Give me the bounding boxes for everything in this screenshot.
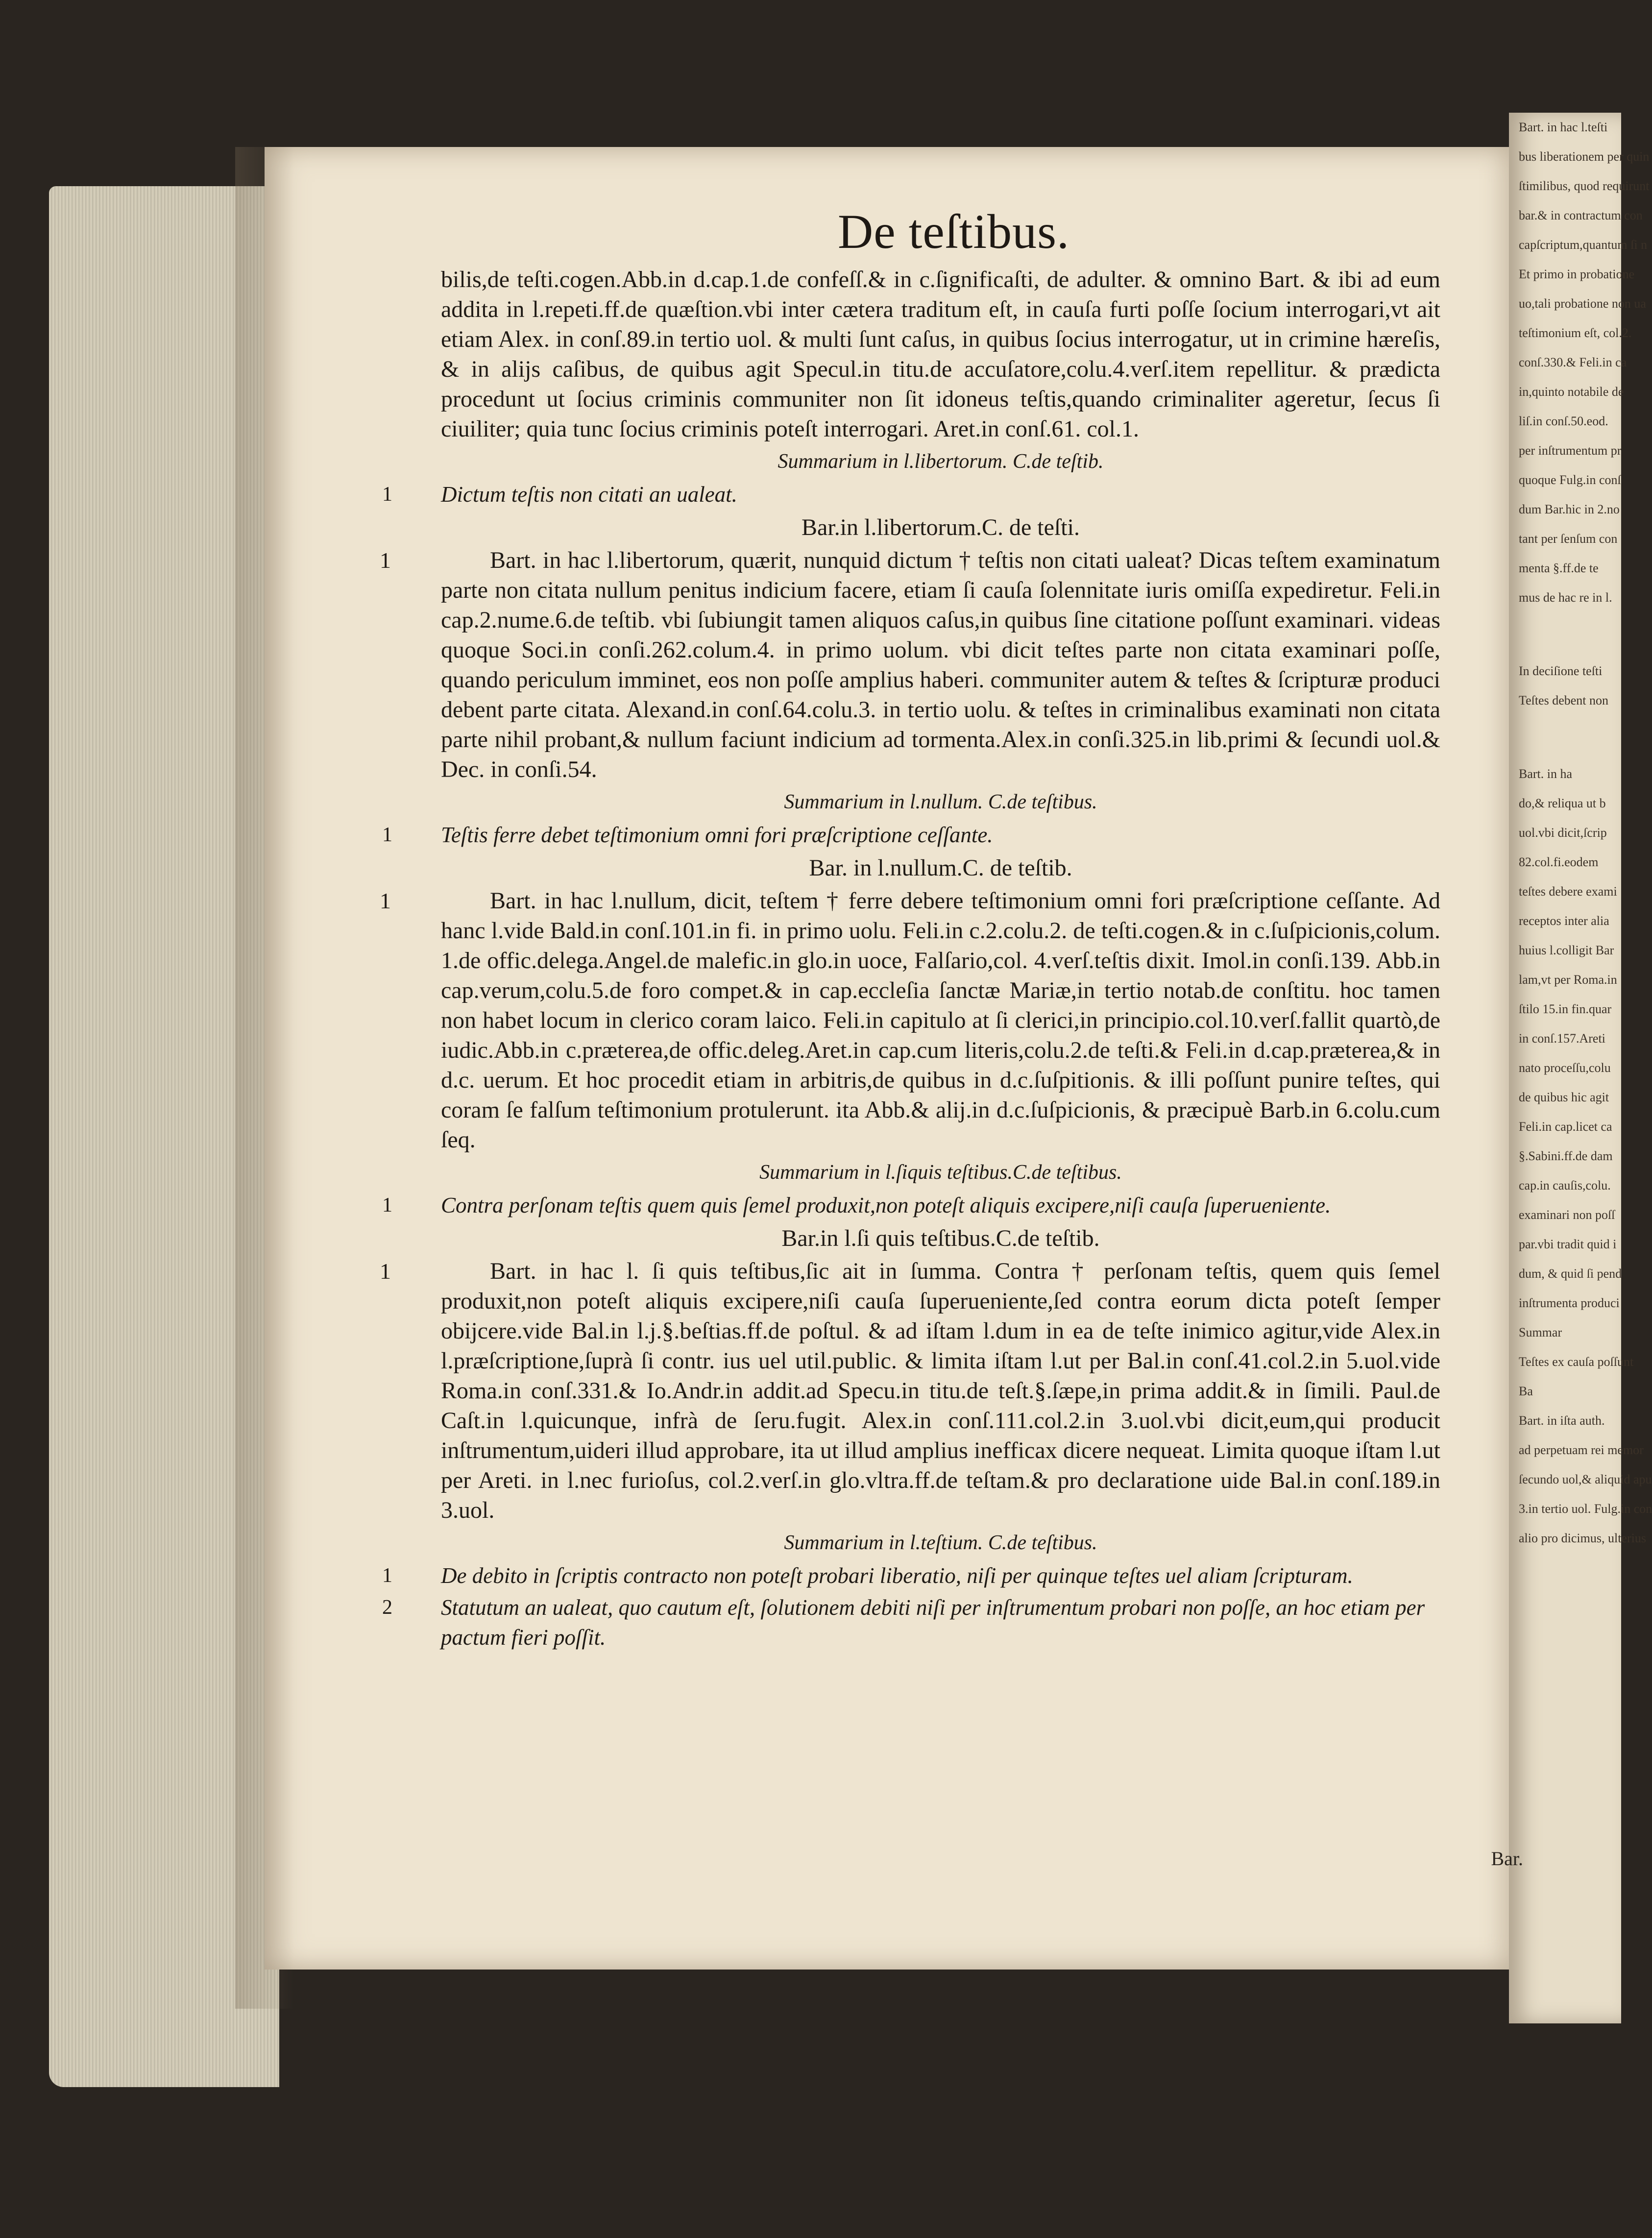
facing-page-line: 82.col.fi.eodem [1519,855,1599,869]
continuation-paragraph: bilis,de teſti.cogen.Abb.in d.cap.1.de confeſſ.& in c.ſignificaſti, de adulter. & omnino Bart. & ibi ad eum addita in l.repeti.ff.de quæſtion.vbi inter cætera traditum eſt, in cauſa furti poſſe ſocium interrogari,vt ait etiam Alex. in conſ.89.in tertio uol. & multi ſunt caſus, in quibus ſocius interrogatur, ut in crimine hæreſis, & in alijs caſibus, de quibus agit Specul.in titu.de accuſatore,colu.4.verſ.item repellitur. & prædicta procedunt ut ſocius criminis communiter non ſit idoneus teſtis,quando criminaliter ageretur, ſecus ſi ciuiliter; quia tunc ſocius criminis poteſt interrogari. Aret.in conſ.61. col.1. [441,267,1440,442]
summary-item-number: 1 [382,1564,392,1587]
section-heading: Bar.in l.ſi quis teſtibus.C.de teſtib. [781,1225,1100,1251]
summary-item-number: 1 [382,1194,392,1216]
facing-page-line [1519,715,1617,759]
summary-item-text: Statutum an ualeat, quo cautum eſt, ſolutionem debiti niſi per inſtrumentum probari non poſſe, an hoc etiam per pactum fieri poſſit. [441,1595,1425,1650]
facing-page-line: liſ.in conſ.50.eod. [1519,414,1608,428]
facing-page-line: §.Sabini.ff.de dam [1519,1149,1613,1163]
section-body [380,545,1440,784]
section-paragraph: Bart. in hac l. ſi quis teſtibus,ſic ait in ſumma. Contra † perſonam teſtis, quem quis ſemel produxit,non poteſt aliquis excipere,niſi cauſa ſuperueniente,ſed contra eorum dicta poteſt ſemper obijcere.vide Bal.in l.j.§.beſtias.ff.de poſtul. & ad iſtam l.dum in ea de teſte inimico agitur,vide Alex.in l.præſcriptione,ſuprà ſi contr. ius uel util.public. & limita iſtam l.ut per Bal.in conſ.41.col.2.in 5.uol.vide Roma.in conſ.331.& Io.Andr.in addit.ad Specu.in titu.de teſt.§.ſæpe,in prima addit.& in ſimili. Paul.de Caſt.in l.quicunque, infrà de ſeru.fugit. Alex.in conſ.111.col.2.in 3.uol.vbi dicit,eum,qui producit inſtrumentum,uideri illud approbare, ita ut illud amplius inefficax dicere nequeat. Limita quoque iſtam l.ut per Areti. in l.nec furioſus, col.2.verſ.in glo.vltra.ff.de teſtam.& pro declaratione uide Bal.in conſ.189.in 3.uol. [441,1258,1440,1523]
facing-page-line: capſcriptum,quantum ſi n [1519,238,1648,252]
facing-page-line: inſtrumenta produci [1519,1296,1620,1310]
facing-page-line: uo,tali probatione non ua [1519,296,1646,311]
facing-page-line: dum, & quid ſi pend [1519,1266,1622,1281]
facing-page-line: menta §.ff.de te [1519,561,1599,575]
summary-item-number: 1 [382,483,392,506]
facing-page-line: bus liberationem per quin [1519,149,1650,164]
facing-page-line: in conſ.157.Areti [1519,1031,1605,1046]
section-paragraph: Bart. in hac l.libertorum, quærit, nunquid dictum † teſtis non citati ualeat? Dicas teſtem examinatum parte non citata nullum penitus indicium facere, etiam ſi cauſa ſolennitate iuris omiſſa expediretur. Feli.in cap.2.nume.6.de teſtib. vbi ſubiungit tamen aliquos caſus,in quibus ſine citatione poſſunt examinari. videas quoque Soci.in conſi.262.colum.4. in primo uolum. vbi dicit teſtes parte non citata examinari poſſe, quando periculum imminet, eos non poſſe amplius haberi. communiter autem & teſtes & ſcripturæ produci debent parte citata. Alexand.in conſ.64.colu.3. in tertio uolu. & teſtes in criminalibus examinati non citata parte nihil probant,& nullum faciunt indicium ad tormenta.Alex.in conſi.325.in lib.primi & ſecundi uol.& Dec. in conſi.54. [441,547,1440,782]
summary-item [382,820,1440,850]
summary-item-number: 2 [382,1596,392,1619]
facing-page-line: Bart. in ha [1519,767,1573,781]
summary-item-text: De debito in ſcriptis contracto non poteſt probari liberatio, niſi per quinque teſtes uel aliam ſcripturam. [441,1563,1353,1588]
facing-page-line: in,quinto notabile de [1519,385,1624,399]
facing-page-line: tant per ſenſum con [1519,532,1618,546]
summary-heading: Summarium in l.libertorum. C.de teſtib. [777,450,1104,473]
facing-page-line [1519,612,1617,657]
facing-page-line: huius l.colligit Bar [1519,943,1614,957]
facing-page-line: Summar [1519,1325,1562,1339]
paragraph-number: 1 [380,888,391,913]
summary-item-text: Dictum teſtis non citati an ualeat. [441,482,737,507]
facing-page-line: conſ.330.& Feli.in ca [1519,355,1627,369]
facing-page-line: ſtilo 15.in fin.quar [1519,1002,1612,1016]
section-paragraph: Bart. in hac l.nullum, dicit, teſtem † ferre debere teſtimonium omni fori præſcriptione ceſſante. Ad hanc l.vide Bald.in conſ.101.in fi. in primo uolu. Feli.in c.2.colu.2. de teſti.cogen.& in c.ſuſpicionis,colum. 1.de offic.delega.Angel.de malefic.in glo.in uoce, Falſario,col. 4.verſ.teſtis dixit. Imol.in conſi.139. Abb.in cap.verum,colu.5.de foro compet.& in cap.eccleſia ſanctæ Mariæ,in tertio notab.de conſtitu. hoc tamen non habet locum in clerico coram laico. Feli.in capitulo at ſi clerici,in principio.col.10.verſ.fallit quartò,de iudic.Abb.in c.præterea,de offic.deleg.Aret.in cap.cum literis,colu.2.de teſti.& Feli.in d.cap.præterea,& in d.c. uerum. Et hoc procedit etiam in arbitris,de quibus in d.c.ſuſpitionis. & illi poſſunt punire teſtes, qui coram ſe falſum teſtimonium protulerunt. ita Abb.& alij.in d.c.ſuſpicionis, & præcipuè Barb.in 6.colu.cum ſeq. [441,888,1440,1153]
facing-page-line: par.vbi tradit quid i [1519,1237,1617,1251]
section-body [380,1256,1440,1525]
facing-page-line: nato proceſſu,colu [1519,1061,1611,1075]
facing-page-line: ſecundo uol,& aliquid apu [1519,1472,1652,1486]
facing-page-line: ad perpetuam rei memor [1519,1443,1644,1457]
section-body [380,886,1440,1155]
facing-page-line: do,& reliqua ut b [1519,796,1606,810]
paragraph-number: 1 [380,548,391,573]
facing-page-line: 3.in tertio uol. Fulg.in con [1519,1502,1652,1516]
facing-page-line: cap.in cauſis,colu. [1519,1178,1611,1192]
summary-item-number: 1 [382,824,392,846]
facing-page-line: Feli.in cap.licet ca [1519,1119,1612,1134]
section-heading: Bar. in l.nullum.C. de teſtib. [809,855,1072,881]
facing-page-line: lam,vt per Roma.in [1519,973,1617,987]
facing-page-line: In deciſione teſti [1519,664,1603,678]
summary-item [382,1593,1440,1653]
facing-page-line: dum Bar.hic in 2.no [1519,502,1620,516]
summary-item [382,1561,1440,1591]
facing-page-line: receptos inter alia [1519,914,1609,928]
facing-page-line: Bart. in hac l.teſti [1519,120,1608,134]
facing-page-line: uol.vbi dicit,ſcrip [1519,826,1607,840]
facing-page-line: examinari non poſſ [1519,1208,1615,1222]
facing-page-line: ſtimilibus, quod requirunt [1519,179,1650,193]
summary-heading: Summarium in l.teſtium. C.de teſtibus. [784,1532,1097,1554]
running-head: De teſtibus. [838,204,1070,259]
summary-item-text: Teſtis ferre debet teſtimonium omni fori præſcriptione ceſſante. [441,823,993,847]
facing-page-line: teſtes debere exami [1519,884,1617,899]
facing-page [1509,113,1652,2023]
facing-page-line: bar.& in contractum con [1519,208,1643,222]
facing-page-line: teſtimonium eſt, col.2. [1519,326,1632,340]
summary-heading: Summarium in l.ſiquis teſtibus.C.de teſtibus. [759,1161,1122,1184]
summary-item [382,480,1440,510]
facing-page-line: Teſtes ex cauſa poſſunt [1519,1355,1634,1369]
facing-page-text [1519,113,1652,1553]
summary-item [382,1191,1440,1220]
facing-page-line: Teſtes debent non [1519,693,1609,707]
facing-page-line: Bart. in iſta auth. [1519,1413,1605,1428]
facing-page-line: per inſtrumentum pr [1519,443,1622,458]
facing-page-line: quoque Fulg.in conſ [1519,473,1621,487]
catchword: Bar. [1491,1848,1523,1870]
summary-heading: Summarium in l.nullum. C.de teſtibus. [784,791,1097,813]
facing-page-line: alio pro dicimus, ulterius [1519,1531,1646,1545]
facing-page-line: Et primo in probatione [1519,267,1635,281]
summary-item-text: Contra perſonam teſtis quem quis ſemel produxit,non poteſt aliquis excipere,niſi cauſa ſuperueniente. [441,1193,1331,1217]
gutter-shadow [235,147,294,2009]
main-text [380,265,1440,1654]
facing-page-line: de quibus hic agit [1519,1090,1609,1104]
section-heading: Bar.in l.libertorum.C. de teſti. [802,514,1080,540]
facing-page-line: Ba [1519,1384,1533,1398]
facing-page-line: mus de hac re in l. [1519,590,1612,605]
paragraph-number: 1 [380,1259,391,1284]
